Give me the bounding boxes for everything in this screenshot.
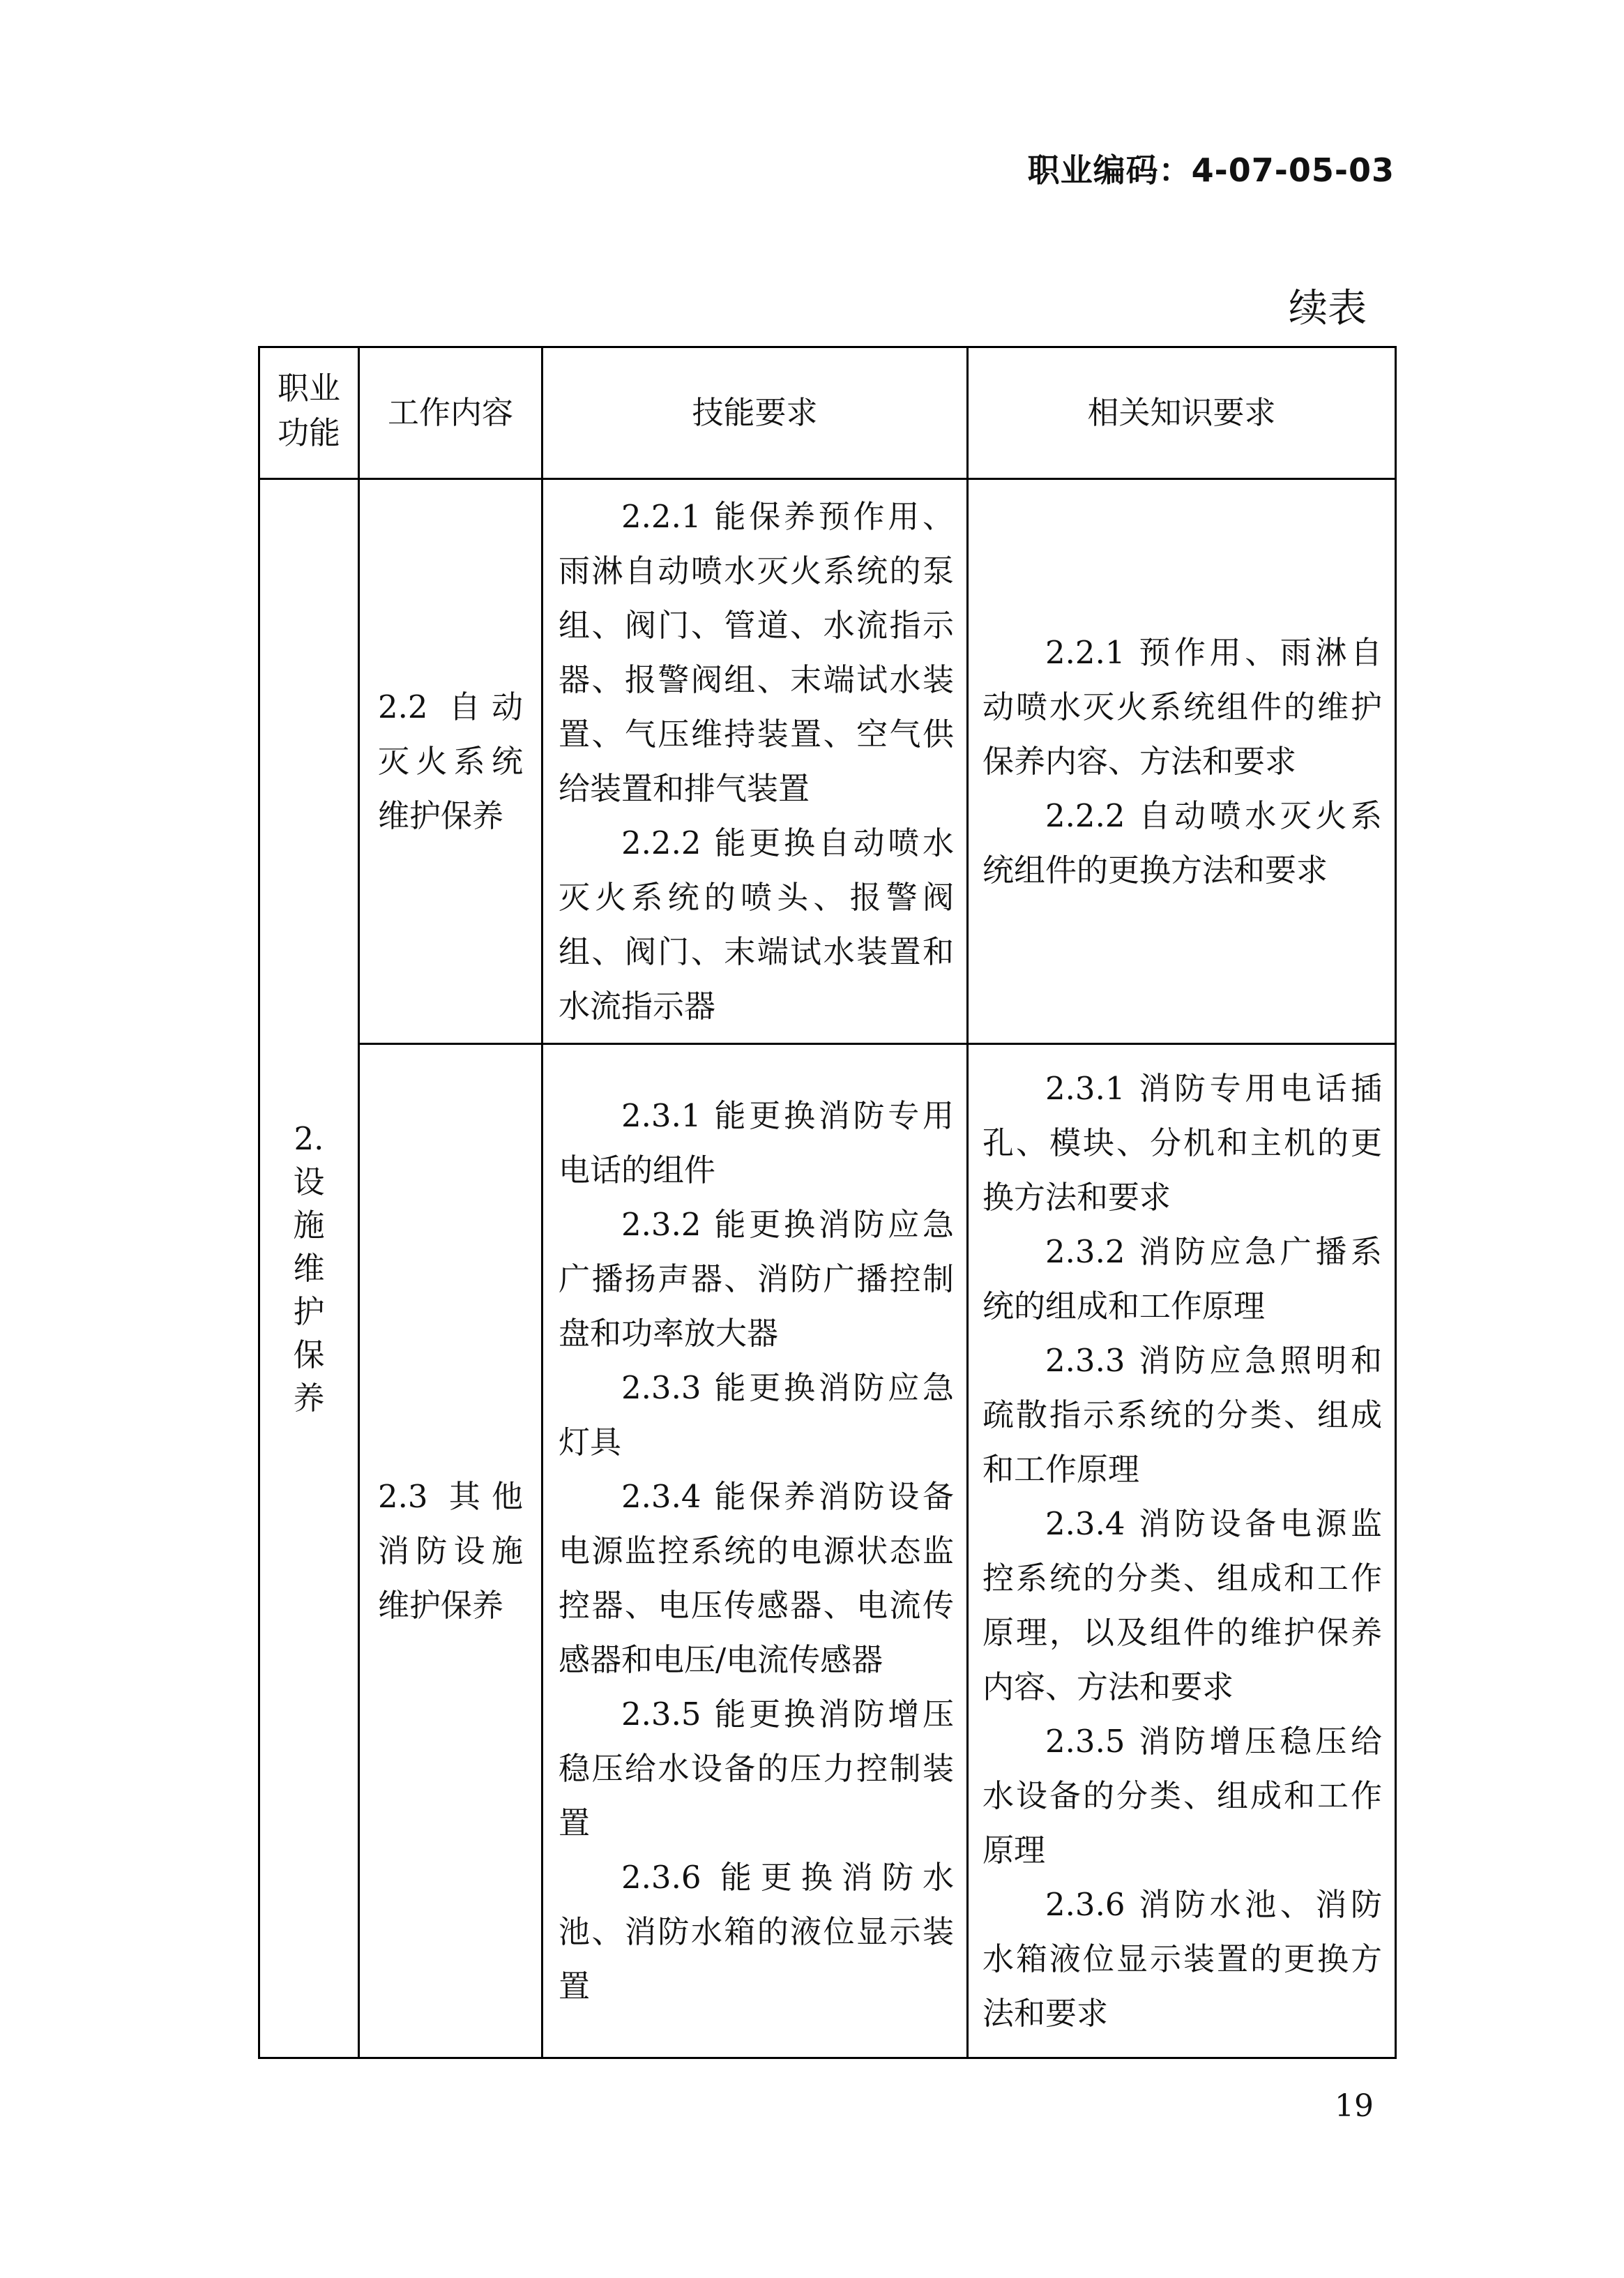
skill-item: 2.3.2 能更换消防应急广播扬声器、消防广播控制盘和功率放大器 (559, 1205, 954, 1352)
knowledge-item: 2.3.5 消防增压稳压给水设备的分类、组成和工作原理 (982, 1722, 1382, 1869)
skill-item: 2.3.1 能更换消防专用电话的组件 (559, 1096, 954, 1189)
header-skill: 技能要求 (542, 347, 968, 479)
table-header-row (259, 347, 1396, 479)
header-work: 工作内容 (359, 347, 542, 479)
work-cell: 2.3 其他消防设施维护保养 (359, 1044, 542, 2058)
skill-item: 2.3.3 能更换消防应急灯具 (559, 1368, 954, 1461)
occupation-code: 职业编码：4-07-05-03 (1027, 151, 1395, 189)
skill-item: 2.2.2 能更换自动喷水灭火系统的喷头、报警阀组、阀门、末端试水装置和水流指示器 (559, 824, 954, 1025)
knowledge-item: 2.2.2 自动喷水灭火系统组件的更换方法和要求 (982, 797, 1382, 889)
table-row (259, 479, 1396, 1044)
skill-item: 2.3.4 能保养消防设备电源监控系统的电源状态监控器、电压传感器、电流传感器和电压/电流传感器 (559, 1477, 954, 1678)
page-number: 19 (1335, 2088, 1374, 2124)
skill-cell (542, 1044, 968, 2058)
skill-item: 2.3.5 能更换消防增压稳压给水设备的压力控制装置 (559, 1695, 954, 1841)
skill-item: 2.2.1 能保养预作用、雨淋自动喷水灭火系统的泵组、阀门、管道、水流指示器、报警阀组、末端试水装置、气压维持装置、空气供给装置和排气装置 (559, 497, 954, 807)
function-cell: 2. 设 施 维 护 保 养 (259, 479, 359, 2058)
skill-item: 2.3.6 能更换消防水池、消防水箱的液位显示装置 (559, 1858, 954, 2005)
header-knowledge: 相关知识要求 (968, 347, 1396, 479)
knowledge-item: 2.3.4 消防设备电源监控系统的分类、组成和工作原理，以及组件的维护保养内容、方法和要求 (982, 1504, 1382, 1705)
knowledge-cell (968, 479, 1396, 1044)
knowledge-cell (968, 1044, 1396, 2058)
knowledge-item: 2.3.3 消防应急照明和疏散指示系统的分类、组成和工作原理 (982, 1341, 1382, 1488)
work-cell: 2.2 自动灭火系统维护保养 (359, 479, 542, 1044)
table-row (259, 1044, 1396, 2058)
knowledge-item: 2.2.1 预作用、雨淋自动喷水灭火系统组件的维护保养内容、方法和要求 (982, 633, 1382, 780)
knowledge-item: 2.3.2 消防应急广播系统的组成和工作原理 (982, 1232, 1382, 1325)
knowledge-item: 2.3.6 消防水池、消防水箱液位显示装置的更换方法和要求 (982, 1885, 1382, 2032)
skills-table (258, 346, 1397, 2059)
continued-label: 续表 (1289, 286, 1367, 331)
skill-cell (542, 479, 968, 1044)
header-function: 职业 功能 (259, 347, 359, 479)
knowledge-item: 2.3.1 消防专用电话插孔、模块、分机和主机的更换方法和要求 (982, 1069, 1382, 1216)
